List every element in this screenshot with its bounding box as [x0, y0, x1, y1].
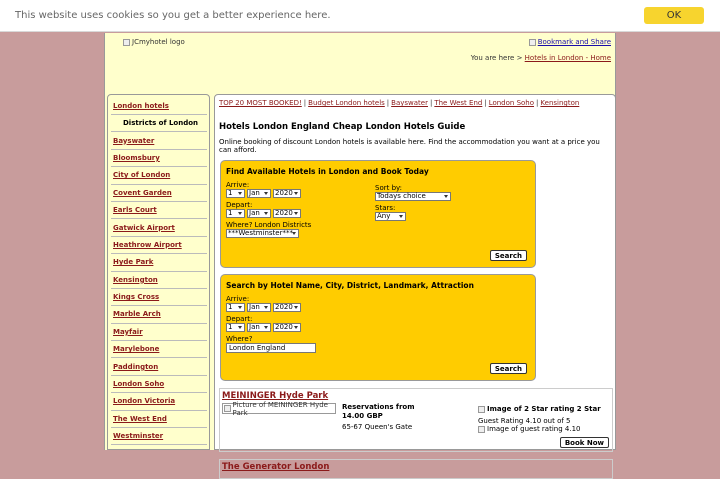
top-links: TOP 20 MOST BOOKED! | Budget London hotels | Bayswater | The West End | London Soho | Kensington — [219, 99, 580, 107]
sidebar — [107, 94, 210, 450]
sidebar-item[interactable] — [111, 428, 207, 445]
search-button[interactable]: Search — [490, 250, 527, 261]
bookmark-share-link[interactable]: Bookmark and Share — [537, 38, 611, 46]
logo-alt-text: JCmyhotel logo — [132, 38, 185, 46]
cookie-ok-button[interactable]: OK — [644, 7, 704, 24]
sidebar-item[interactable] — [111, 306, 207, 323]
sidebar-item-label[interactable]: Heathrow Airport — [113, 240, 182, 249]
sidebar-item-label[interactable]: Hyde Park — [113, 258, 154, 267]
sidebar-item[interactable] — [111, 272, 207, 289]
sidebar-item[interactable] — [111, 219, 207, 236]
sidebar-item-label[interactable]: London hotels — [113, 102, 169, 111]
sidebar-item[interactable] — [111, 376, 207, 393]
depart-day-select[interactable]: 1 — [226, 209, 245, 218]
guest-rating-image — [478, 425, 580, 433]
breadcrumb — [471, 54, 611, 62]
hotel-name-link[interactable]: The Generator London — [222, 462, 330, 472]
sidebar-item-label[interactable]: Kensington — [113, 275, 158, 284]
sidebar-item-label[interactable]: Earls Court — [113, 206, 157, 215]
hotel-name-search-form — [220, 274, 536, 381]
reservation-price — [342, 403, 415, 421]
district-select[interactable]: ***Westminster*** — [226, 229, 299, 238]
stars-select[interactable]: Any — [375, 212, 406, 221]
hotel-picture[interactable] — [222, 400, 336, 417]
top-link[interactable]: London Soho — [488, 99, 535, 107]
sidebar-item[interactable] — [111, 411, 207, 428]
availability-search-form — [220, 160, 536, 268]
reserve-price: 14.00 GBP — [342, 412, 383, 420]
sort-select[interactable]: Todays choice — [375, 192, 451, 201]
reserve-line: Reservations from — [342, 403, 415, 411]
top-link[interactable]: Budget London hotels — [308, 99, 385, 107]
sidebar-item-label[interactable]: London Victoria — [113, 397, 176, 406]
sidebar-item[interactable] — [111, 254, 207, 271]
guest-rating: Guest Rating 4.10 out of 5 — [478, 417, 571, 425]
sidebar-item-label[interactable]: Mayfair — [113, 327, 143, 336]
search-button[interactable]: Search — [490, 363, 527, 374]
sidebar-item-label[interactable]: Bayswater — [113, 136, 155, 145]
star-rating — [478, 405, 601, 413]
broken-image-icon — [478, 426, 485, 433]
depart-month-select[interactable]: Jan — [247, 323, 271, 332]
broken-image-icon — [529, 39, 536, 46]
depart-month-select[interactable]: Jan — [247, 209, 271, 218]
sidebar-item[interactable] — [111, 132, 207, 149]
depart-year-select[interactable]: 2020 — [273, 209, 301, 218]
arrive-day-select[interactable]: 1 — [226, 303, 245, 312]
sidebar-item[interactable] — [111, 324, 207, 341]
main-content — [214, 94, 616, 472]
sidebar-item-label[interactable]: Paddington — [113, 362, 159, 371]
broken-image-icon — [478, 406, 485, 413]
sidebar-subheading: Districts of London — [111, 115, 207, 132]
sort-label: Sort by: — [375, 184, 403, 192]
cookie-bar — [0, 0, 720, 32]
arrive-year-select[interactable]: 2020 — [273, 303, 301, 312]
arrive-month-select[interactable]: Jan — [247, 303, 271, 312]
arrive-month-select[interactable]: Jan — [247, 189, 271, 198]
sidebar-item-label[interactable]: The West End — [113, 414, 167, 423]
sidebar-item[interactable] — [111, 393, 207, 410]
depart-day-select[interactable]: 1 — [226, 323, 245, 332]
arrive-day-select[interactable]: 1 — [226, 189, 245, 198]
arrive-label: Arrive: — [226, 295, 250, 303]
book-now-button[interactable]: Book Now — [560, 437, 609, 448]
sidebar-item[interactable] — [111, 202, 207, 219]
sidebar-item[interactable] — [111, 358, 207, 375]
sidebar-item[interactable] — [111, 167, 207, 184]
bookmark-share[interactable] — [529, 38, 611, 46]
cookie-text: This website uses cookies so you get a better experience here. — [15, 10, 331, 21]
hotel-name-link[interactable]: MEININGER Hyde Park — [222, 391, 329, 401]
sidebar-item-label[interactable]: Covent Garden — [113, 188, 172, 197]
depart-label: Depart: — [226, 315, 253, 323]
sidebar-item[interactable] — [111, 185, 207, 202]
where-label: Where? London Districts — [226, 221, 312, 229]
hotel-card — [219, 459, 613, 479]
top-link[interactable]: The West End — [434, 99, 483, 107]
sidebar-item-label[interactable]: City of London — [113, 171, 171, 180]
broken-image-icon — [123, 39, 130, 46]
depart-year-select[interactable]: 2020 — [273, 323, 301, 332]
sidebar-item[interactable] — [111, 237, 207, 254]
sidebar-item[interactable] — [111, 341, 207, 358]
intro-text: Online booking of discount London hotels is available here. Find the accommodation you want at a price you can afford. — [219, 138, 600, 154]
arrive-year-select[interactable]: 2020 — [273, 189, 301, 198]
page-title: Hotels London England Cheap London Hotels Guide — [219, 122, 466, 132]
breadcrumb-prefix: You are here > — [470, 54, 523, 62]
sidebar-item[interactable] — [111, 289, 207, 306]
site-logo[interactable] — [123, 38, 185, 46]
sidebar-item-label[interactable]: Marylebone — [113, 345, 160, 354]
where-label: Where? — [226, 335, 253, 343]
broken-image-icon — [224, 405, 231, 412]
sidebar-item-london-hotels[interactable] — [111, 98, 207, 115]
hotel-address: 65-67 Queen's Gate — [342, 423, 413, 431]
hotel-card — [219, 388, 613, 452]
star-rating-alt: Image of 2 Star rating 2 Star — [487, 405, 601, 413]
where-input[interactable]: London England — [226, 343, 316, 353]
sidebar-item-label[interactable]: Marble Arch — [113, 310, 161, 319]
sidebar-item[interactable] — [111, 150, 207, 167]
guest-rating-alt: Image of guest rating 4.10 — [487, 425, 581, 433]
sidebar-item-label[interactable]: Gatwick Airport — [113, 223, 175, 232]
sidebar-item-label[interactable]: Kings Cross — [113, 293, 160, 302]
sidebar-item-label[interactable]: London Soho — [113, 380, 165, 389]
arrive-label: Arrive: — [226, 181, 250, 189]
header — [105, 33, 615, 91]
depart-label: Depart: — [226, 201, 253, 209]
picture-alt-text: Picture of MEININGER Hyde Park — [232, 400, 328, 417]
sidebar-item-label[interactable]: Westminster — [113, 432, 164, 441]
top-link[interactable]: Kensington — [540, 99, 580, 107]
top-link[interactable]: TOP 20 MOST BOOKED! — [219, 99, 302, 107]
stars-label: Stars: — [375, 204, 396, 212]
page-container — [104, 33, 616, 472]
sidebar-item-label[interactable]: Bloomsbury — [113, 153, 160, 162]
top-link[interactable]: Bayswater — [391, 99, 428, 107]
breadcrumb-home-link[interactable]: Hotels in London - Home — [524, 54, 611, 62]
form-title: Find Available Hotels in London and Book Today — [226, 167, 429, 176]
form-title: Search by Hotel Name, City, District, Landmark, Attraction — [226, 281, 474, 290]
